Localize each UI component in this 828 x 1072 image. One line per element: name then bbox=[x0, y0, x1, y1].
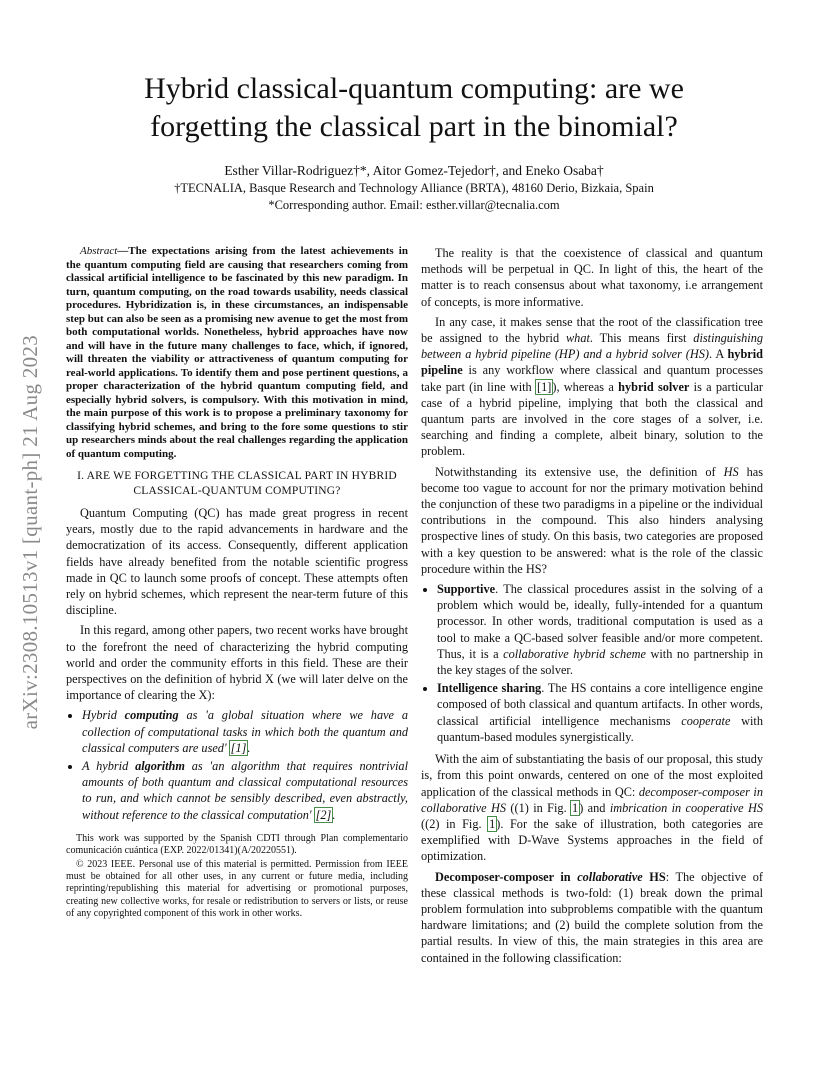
figure-link[interactable]: 1 bbox=[489, 816, 496, 831]
paragraph: Notwithstanding its extensive use, the definition of HS has become too vague to account for nor the primary motivation behind the conjunction of these two paradigms in a pipeline or the individual contributions in the compound. This also hinders analysing prospective lines of study. On this basis, two categories are proposed with a key question to be answered: what is the role of the classic procedure within the HS? bbox=[421, 464, 763, 576]
section-heading: I. ARE WE FORGETTING THE CLASSICAL PART IN HYBRID CLASSICAL-QUANTUM COMPUTING? bbox=[77, 470, 397, 497]
paragraph: Quantum Computing (QC) has made great progress in recent years, mostly due to the rapid advancements in hardware and the democratization of its access. Consequently, different application fields have already benefited from the notable scientific progress made in QC to launch some proofs of concept. These attempts often rely on hybrid schemes, which represent the near-term future of this discipline. bbox=[66, 506, 408, 618]
paragraph: With the aim of substantiating the basis of our proposal, this study is, from this point onwards, centered on one of the most exploited application of the classical methods in QC: decomposer-composer in collaborative HS ((1) in Fig. 1) and imbrication in cooperative HS ((2) in Fig. 1). For the sake of illustration, both categories are exemplified with D-Wave Systems approaches in the field of optimization. bbox=[421, 752, 764, 864]
affiliation: †TECNALIA, Basque Research and Technology Alliance (BRTA), 48160 Derio, Bizkaia, Spain bbox=[174, 181, 654, 195]
citation-link[interactable]: [1] bbox=[230, 740, 247, 755]
arxiv-watermark bbox=[12, 262, 48, 802]
definition-list bbox=[66, 707, 408, 822]
paragraph: In this regard, among other papers, two recent works have brought to the forefront the need of characterizing the hybrid computing world and order the community efforts in this field. These are their perspectives on the definition of hybrid X (we will later delve on the importance of clearing the X): bbox=[66, 623, 408, 703]
paper-title: Hybrid classical-quantum computing: are we forgetting the classical part in the binomial? bbox=[144, 72, 684, 143]
citation-link[interactable]: [2] bbox=[315, 807, 332, 822]
corresponding-author: *Corresponding author. Email: esther.villar@tecnalia.com bbox=[268, 198, 560, 212]
arxiv-id: arXiv:2308.10513v1 [quant-ph] 21 Aug 2023 bbox=[17, 334, 42, 730]
paragraph: In any case, it makes sense that the root of the classification tree be assigned to the hybrid what. This means first distinguishing between a hybrid pipeline (HP) and a hybrid solver (HS). A hybrid pipeline is any workflow where classical and quantum processes take part (in line with [1]), whereas a hybrid solver is a particular case of a hybrid pipeline, implying that both the classical and quantum parts are involved in the core stages of a solver, i.e. searching and finding a complete, albeit binary, solution to the problem. bbox=[421, 314, 764, 459]
left-column bbox=[66, 245, 408, 922]
copyright-note: © 2023 IEEE. Personal use of this material is permitted. Permission from IEEE must be obtained for all other uses, in any current or future media, including reprinting/republishing this material for advertising or promotional purposes, creating new collective works, for resale or redistribution to servers or lists, or reuse of any copyrighted component of this work in other works. bbox=[66, 858, 408, 920]
list-item: • Supportive. The classical procedures assist in the solving of a problem which would be, ideally, fully-intended for a quantum processor. In other words, traditional computation is used as a tool to make a QC-based solver feasible and/or more competent. Thus, it is a collaborative hybrid scheme with no partnership in the key stages of the solver. bbox=[437, 581, 763, 678]
funding-note: This work was supported by the Spanish CDTI through Plan complementario comunicación cuántica (EXP. 2022/01341)(A/20220551). bbox=[66, 832, 408, 857]
figure-link[interactable]: 1 bbox=[572, 800, 579, 815]
paragraph: The reality is that the coexistence of classical and quantum methods will be perpetual in QC. In light of this, the heart of the matter is to reach consensus about what taxonomy, i.e arrangement of concepts, is more informative. bbox=[421, 246, 763, 309]
list-item: • Hybrid computing as 'a global situation where we have a collection of computational tasks in which both the quantum and classical computers are used' [1]. bbox=[82, 707, 408, 756]
footnote bbox=[66, 833, 408, 921]
category-list bbox=[421, 581, 763, 745]
list-item: • A hybrid algorithm as 'an algorithm that requires nontrivial amounts of both quantum and classical computational resources to run, and which cannot be sensibly described, even abstractly, without reference to the classical computation' [2]. bbox=[82, 758, 408, 823]
right-column bbox=[421, 245, 763, 970]
paragraph: Decomposer-composer in collaborative HS: The objective of these classical methods is two-fold: (1) break down the primal problem formulation into subproblems compatible with the quantum hardware limitations; and (2) build the complete solution from the partial results. In view of this, the main strategies in this area are contained in the following classification: bbox=[421, 869, 763, 965]
list-item: • Intelligence sharing. The HS contains a core intelligence engine composed of both classical and quantum artifacts. In other words, classical artificial intelligence mechanisms cooperate with quantum-based modules synergistically. bbox=[437, 680, 763, 745]
abstract: Abstract—The expectations arising from the latest achievements in the quantum computing field are causing that researchers coming from classical artificial intelligence to be fascinated by this new paradigm. In turn, quantum computing, on the road towards usability, needs classical procedures. Hybridization is, in these circumstances, an indispensable step but can also be seen as a promising new avenue to get the most from both computational worlds. Nonetheless, hybrid approaches have now and will have in the future many challenges to face, which, if ignored, will threaten the viability or attractiveness of quantum computing for real-world applications. To identify them and pose pertinent questions, a proper characterization of the hybrid quantum computing field, and especially hybrid solvers, is compulsory. With this motivation in mind, the main purpose of this work is to propose a preliminary taxonomy for classifying hybrid schemes, and bring to the fore some questions to stir up researchers minds about the real challenges regarding the application of quantum computing. bbox=[66, 245, 408, 460]
author-list: Esther Villar-Rodriguez†*, Aitor Gomez-Tejedor†, and Eneko Osaba† bbox=[224, 163, 604, 178]
citation-link[interactable]: [1] bbox=[537, 379, 552, 394]
abstract-label: Abstract bbox=[80, 245, 118, 257]
